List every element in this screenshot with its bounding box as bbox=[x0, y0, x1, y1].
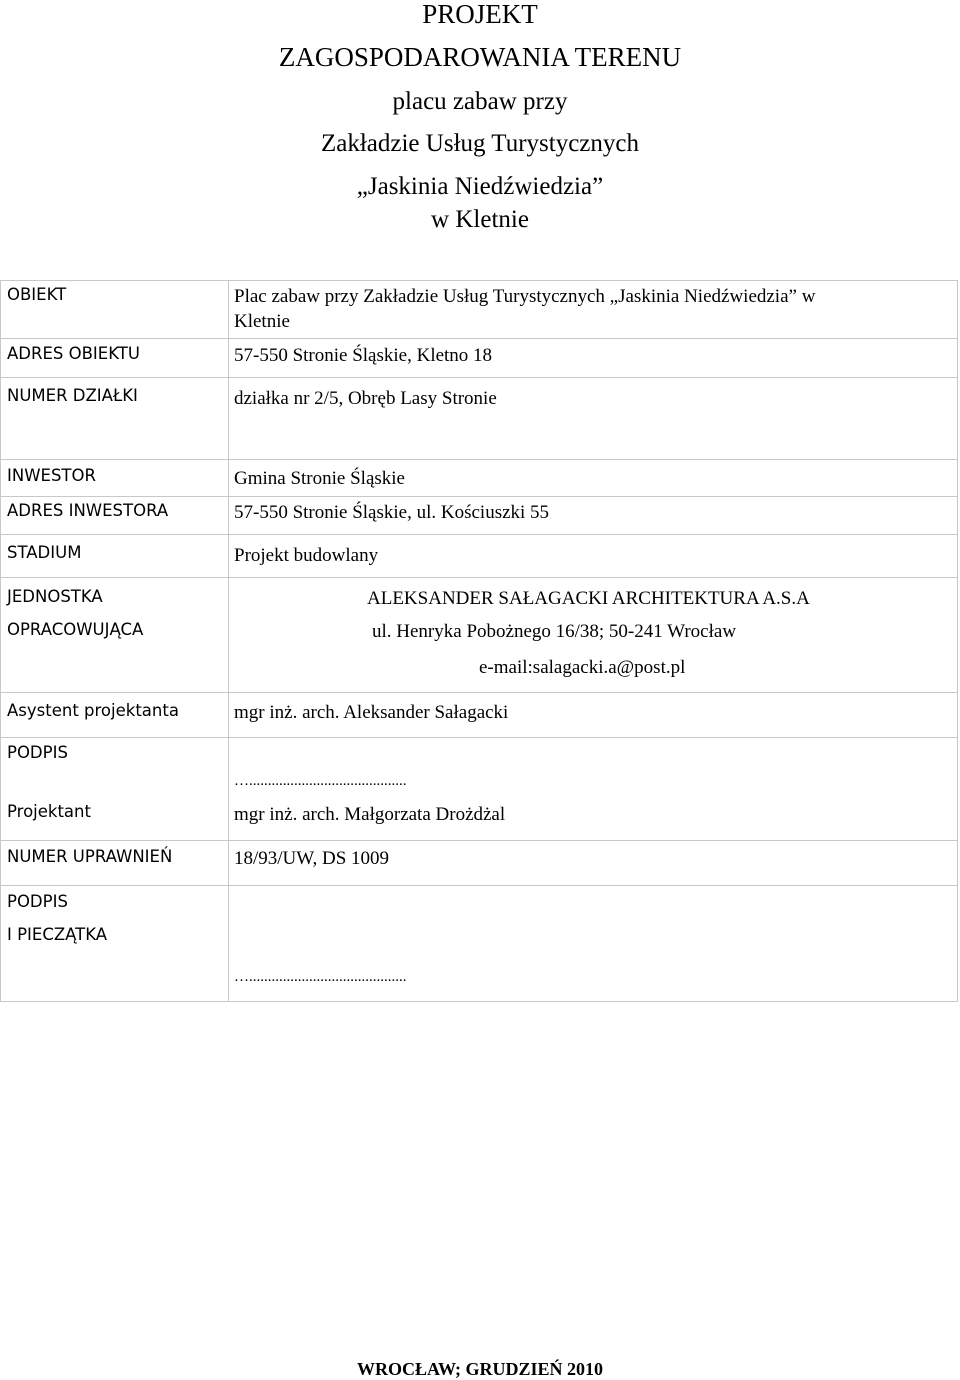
label-stadium: STADIUM bbox=[7, 543, 82, 562]
value-projektant: mgr inż. arch. Małgorzata Drożdżal bbox=[234, 804, 506, 825]
row-divider bbox=[0, 496, 958, 497]
row-divider bbox=[0, 840, 958, 841]
value-obiekt-line2: Kletnie bbox=[234, 311, 290, 332]
title-line-zagospodarowania: ZAGOSPODAROWANIA TERENU bbox=[278, 42, 682, 72]
value-numer-uprawnien: 18/93/UW, DS 1009 bbox=[234, 848, 390, 869]
title-line-jaskinia: „Jaskinia Niedźwiedzia” bbox=[356, 173, 604, 200]
label-adres-obiektu: ADRES OBIEKTU bbox=[7, 344, 140, 363]
value-adres-obiektu: 57-550 Stronie Śląskie, Kletno 18 bbox=[234, 345, 493, 366]
label-asystent: Asystent projektanta bbox=[7, 701, 179, 720]
label-numer-uprawnien: NUMER UPRAWNIEŃ bbox=[7, 847, 173, 866]
value-stadium: Projekt budowlany bbox=[234, 545, 379, 566]
label-jednostka-line1: JEDNOSTKA bbox=[7, 587, 103, 606]
table-border-left bbox=[0, 280, 1, 1002]
row-divider bbox=[0, 692, 958, 693]
row-divider bbox=[0, 577, 958, 578]
label-podpis: PODPIS bbox=[7, 743, 68, 762]
row-divider bbox=[0, 459, 958, 460]
row-divider bbox=[0, 377, 958, 378]
title-line-projekt: PROJEKT bbox=[422, 0, 538, 29]
value-inwestor: Gmina Stronie Śląskie bbox=[234, 468, 405, 489]
title-line-kletnie: w Kletnie bbox=[431, 206, 529, 233]
label-projektant: Projektant bbox=[7, 802, 91, 821]
title-line-placu: placu zabaw przy bbox=[392, 88, 568, 115]
label-podpis-pieczatka-line1: PODPIS bbox=[7, 892, 68, 911]
label-obiekt: OBIEKT bbox=[7, 285, 67, 304]
value-numer-dzialki: działka nr 2/5, Obręb Lasy Stronie bbox=[234, 388, 497, 409]
value-adres-inwestora: 57-550 Stronie Śląskie, ul. Kościuszki 55 bbox=[234, 502, 550, 523]
label-jednostka-line2: OPRACOWUJĄCA bbox=[7, 620, 144, 639]
label-adres-inwestora: ADRES INWESTORA bbox=[7, 501, 169, 520]
label-inwestor: INWESTOR bbox=[7, 466, 96, 485]
footer-place-date: WROCŁAW; GRUDZIEŃ 2010 bbox=[356, 1359, 604, 1379]
title-line-zakladzie: Zakładzie Usług Turystycznych bbox=[320, 130, 639, 157]
value-jednostka-address: ul. Henryka Pobożnego 16/38; 50-241 Wrocław bbox=[372, 621, 737, 642]
label-numer-dzialki: NUMER DZIAŁKI bbox=[7, 386, 138, 405]
table-border-right bbox=[957, 280, 958, 1002]
row-divider bbox=[0, 885, 958, 886]
row-divider bbox=[0, 534, 958, 535]
value-jednostka-company: ALEKSANDER SAŁAGACKI ARCHITEKTURA A.S.A bbox=[367, 588, 810, 609]
table-border-top bbox=[0, 280, 958, 281]
row-divider bbox=[0, 338, 958, 339]
column-divider bbox=[228, 280, 229, 1002]
value-obiekt-line1: Plac zabaw przy Zakładzie Usług Turystycznych „Jaskinia Niedźwiedzia” w bbox=[234, 286, 816, 307]
signature-line: ….......................................... bbox=[234, 773, 407, 789]
label-podpis-pieczatka-line2: I PIECZĄTKA bbox=[7, 925, 108, 944]
row-divider bbox=[0, 737, 958, 738]
signature-stamp-line: ….......................................... bbox=[234, 969, 407, 985]
table-border-bottom bbox=[0, 1001, 958, 1002]
value-asystent: mgr inż. arch. Aleksander Sałagacki bbox=[234, 702, 509, 723]
value-jednostka-email: e-mail:salagacki.a@post.pl bbox=[479, 657, 686, 678]
